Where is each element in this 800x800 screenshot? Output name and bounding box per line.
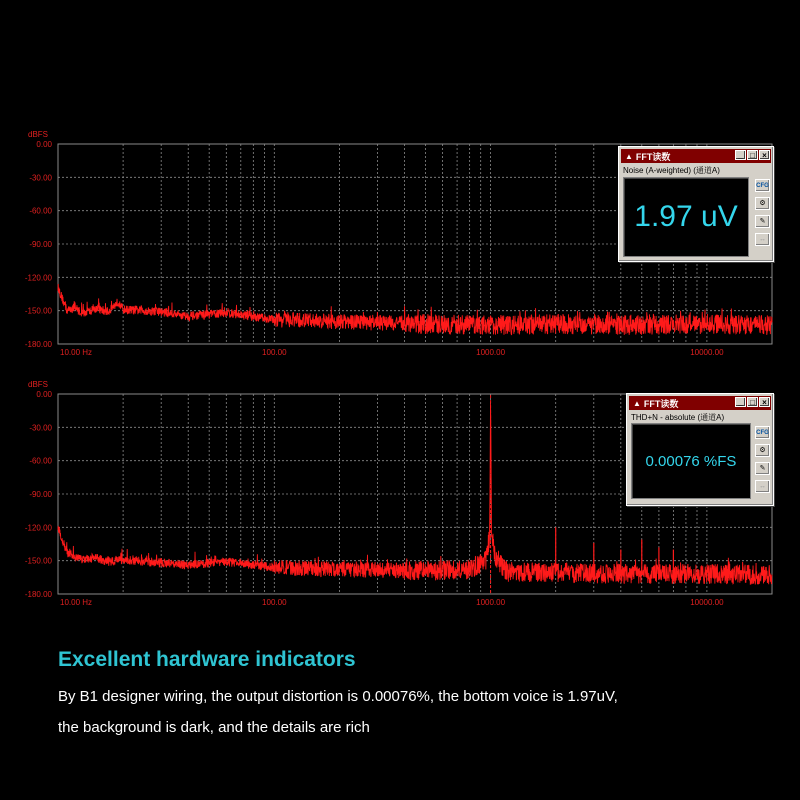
- window-titlebar[interactable]: [621, 149, 771, 163]
- measurement-readout: [623, 177, 749, 257]
- y-axis-label: dBFS: [28, 130, 49, 139]
- measurement-value: 0.00076 %FS: [645, 452, 737, 470]
- window-title: FFT读数: [643, 398, 679, 409]
- x-tick-label: 100.00: [262, 598, 287, 607]
- y-tick-label: -120.00: [24, 273, 52, 283]
- maximize-button[interactable]: □: [747, 150, 758, 160]
- x-tick-label: 1000.00: [476, 348, 506, 357]
- measurement-value: 1.97 uV: [634, 200, 738, 233]
- y-tick-label: -120.00: [24, 523, 52, 533]
- edit-icon[interactable]: ✎: [755, 462, 770, 475]
- y-tick-label: -60.00: [29, 206, 52, 216]
- minimize-button[interactable]: _: [735, 150, 746, 160]
- y-axis-label: dBFS: [28, 380, 49, 389]
- x-tick-label: 10.00 Hz: [60, 348, 93, 357]
- y-tick-label: -90.00: [29, 240, 52, 249]
- warning-triangle-icon: ▲: [633, 398, 641, 408]
- y-tick-label: -90.00: [29, 490, 52, 499]
- config-button[interactable]: CFG: [755, 426, 770, 439]
- y-tick-label: -60.00: [29, 456, 52, 466]
- y-tick-label: -150.00: [24, 306, 52, 316]
- section-heading: Excellent hardware indicators: [58, 648, 356, 671]
- fft-readout-window-thdn[interactable]: [626, 393, 774, 506]
- warning-triangle-icon: ▲: [625, 151, 633, 161]
- close-button[interactable]: ×: [759, 397, 770, 407]
- window-title: FFT读数: [635, 151, 671, 162]
- fft-readout-window-noise[interactable]: [618, 146, 774, 262]
- measurement-readout: [631, 423, 751, 499]
- measurement-label: Noise (A-weighted) (通道A): [623, 166, 720, 175]
- x-tick-label: 1000.00: [476, 598, 506, 607]
- x-tick-label: 10000.00: [690, 348, 724, 357]
- y-tick-label: -180.00: [24, 340, 52, 349]
- settings-icon[interactable]: ⚙: [755, 444, 770, 457]
- settings-icon[interactable]: ⚙: [755, 197, 770, 210]
- arrows-icon[interactable]: ↔: [755, 480, 770, 493]
- spectrum-trace: [58, 284, 772, 335]
- edit-icon[interactable]: ✎: [755, 215, 770, 228]
- close-button[interactable]: ×: [759, 150, 770, 160]
- config-button[interactable]: CFG: [755, 179, 770, 192]
- y-tick-label: -150.00: [24, 556, 52, 566]
- x-tick-label: 10000.00: [690, 598, 724, 607]
- description-line-1: By B1 designer wiring, the output distortion is 0.00076%, the bottom voice is 1.97uV,: [58, 688, 618, 705]
- y-tick-label: 0.00: [36, 140, 52, 149]
- measurement-label: THD+N - absolute (通道A): [631, 413, 725, 422]
- window-titlebar[interactable]: [629, 396, 771, 410]
- description-line-2: the background is dark, and the details are rich: [58, 719, 370, 736]
- maximize-button[interactable]: □: [747, 397, 758, 407]
- y-tick-label: -30.00: [29, 423, 52, 433]
- arrows-icon[interactable]: ↔: [755, 233, 770, 246]
- y-tick-label: -30.00: [29, 173, 52, 183]
- minimize-button[interactable]: _: [735, 397, 746, 407]
- y-tick-label: 0.00: [36, 390, 52, 399]
- x-tick-label: 10.00 Hz: [60, 598, 93, 607]
- y-tick-label: -180.00: [24, 590, 52, 599]
- x-tick-label: 100.00: [262, 348, 287, 357]
